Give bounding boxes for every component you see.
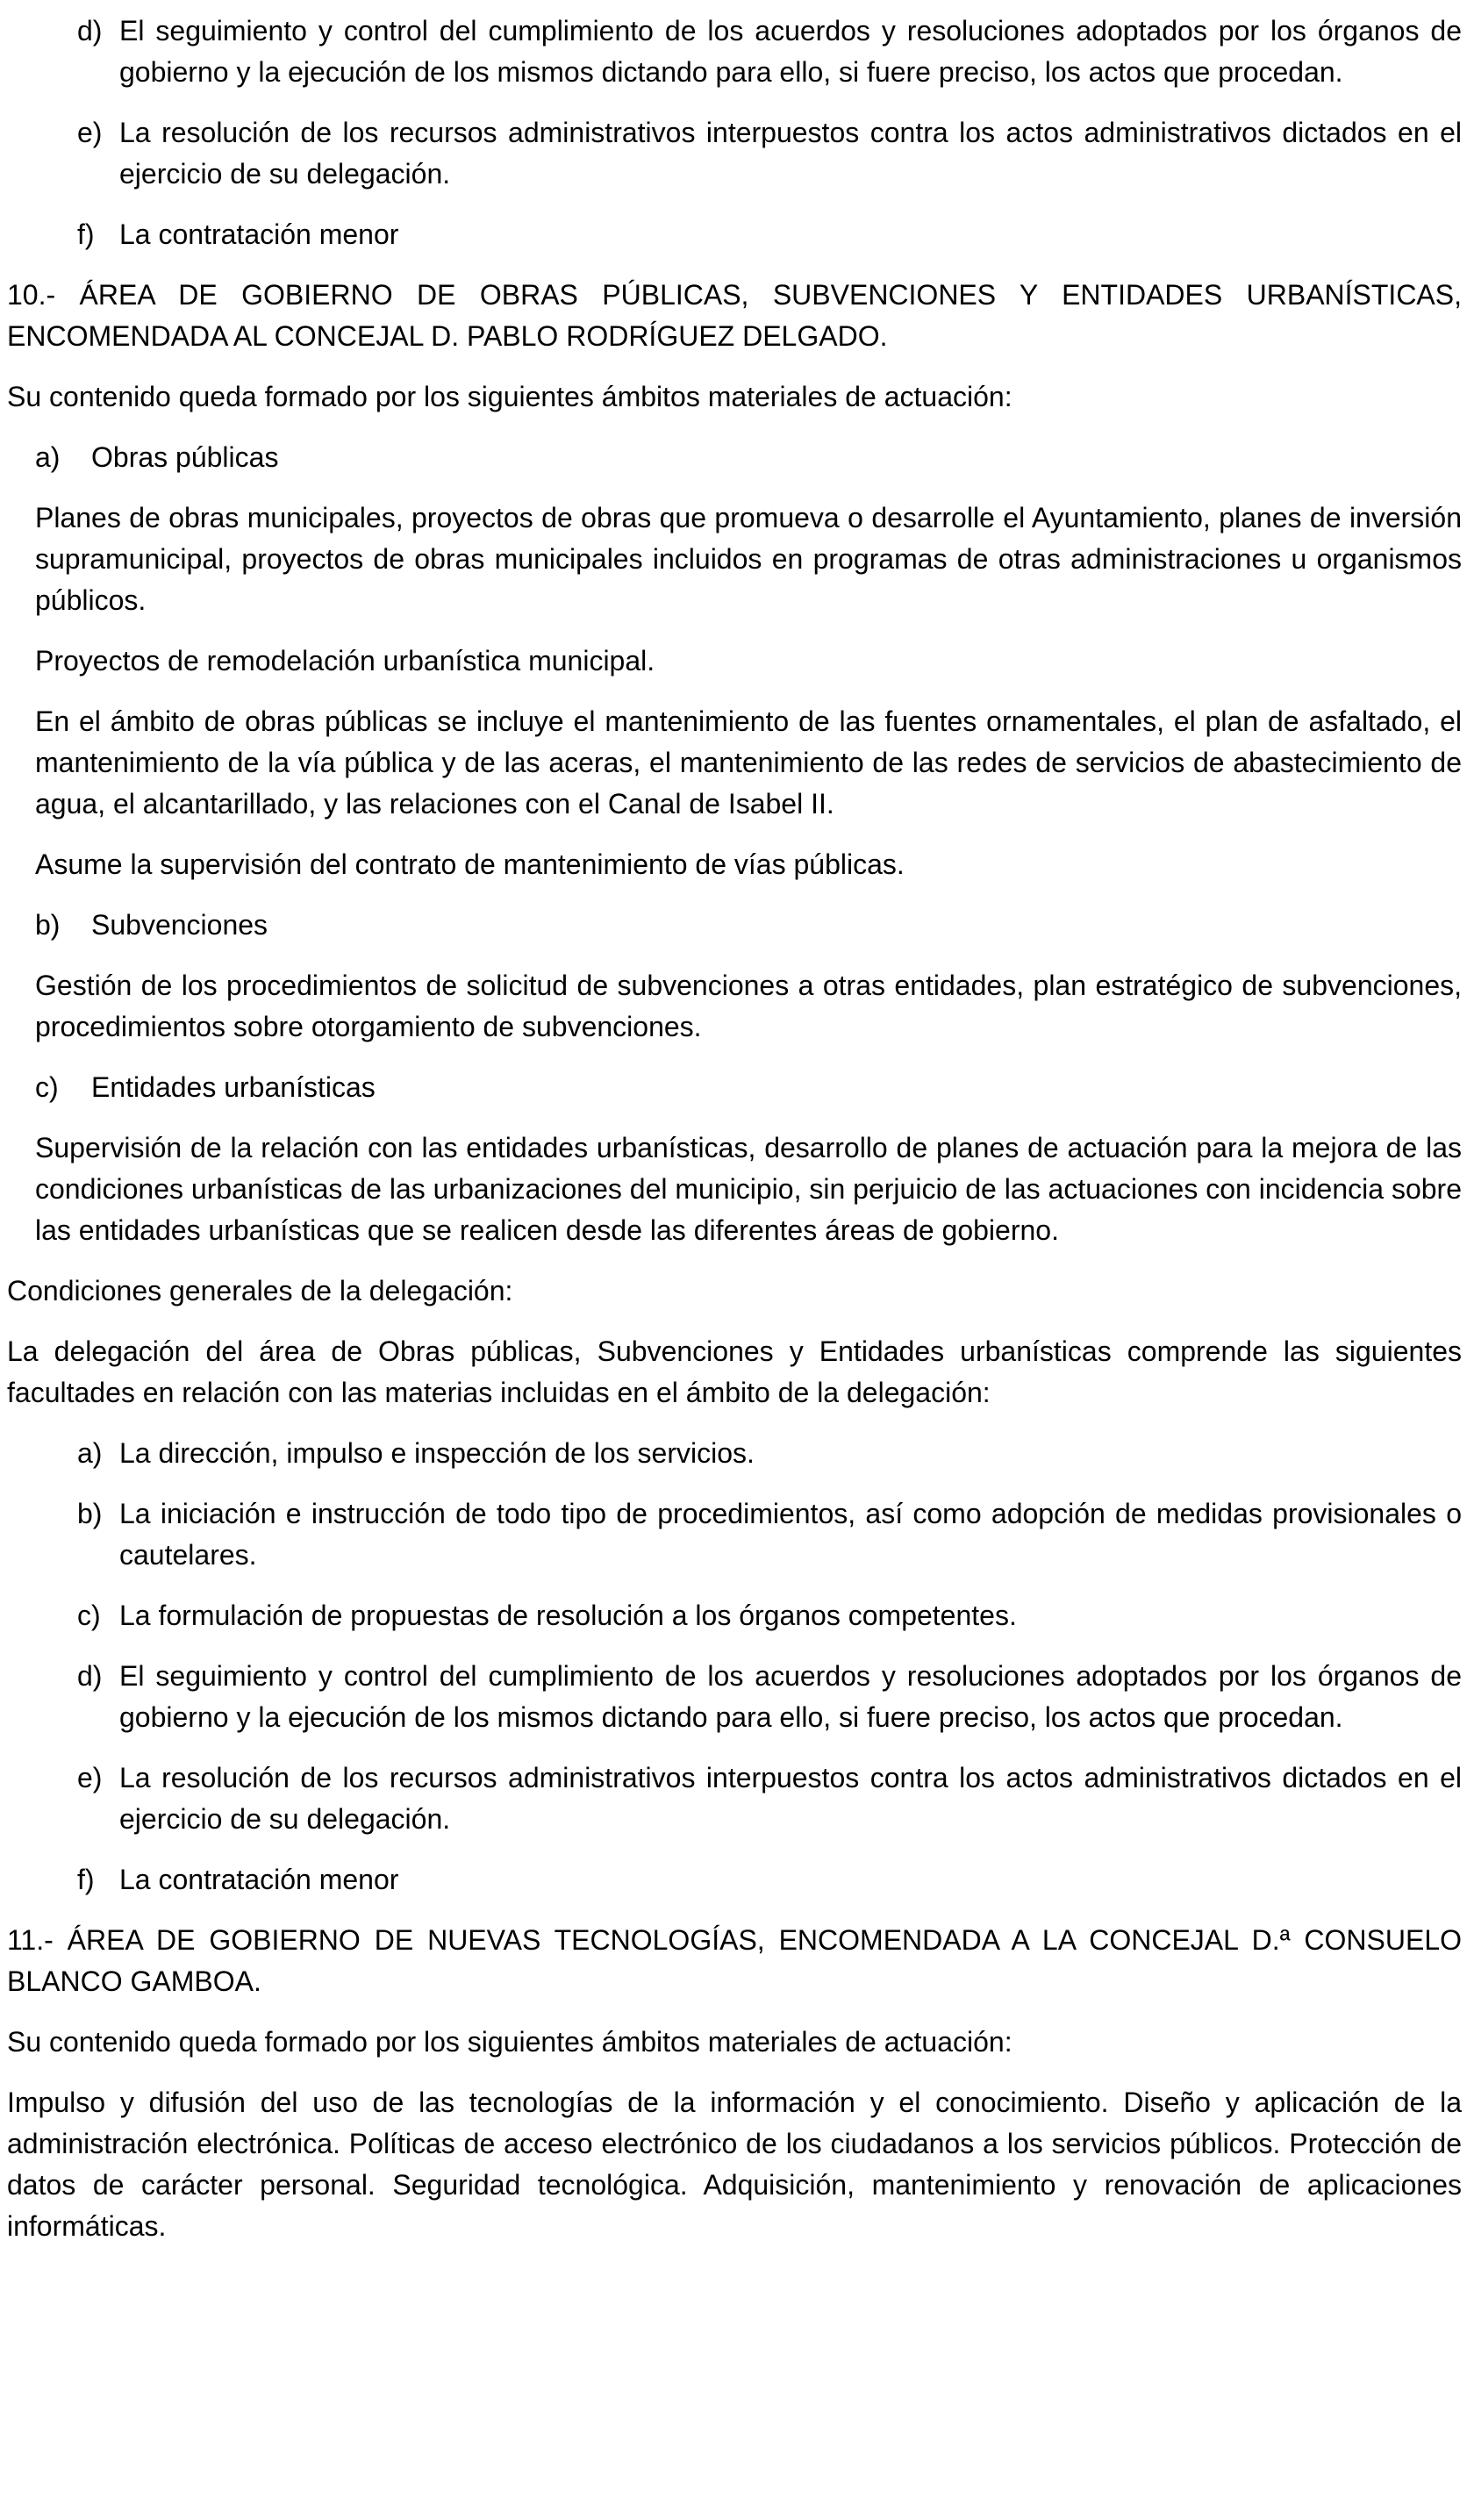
document-paragraph-indented [35,498,1462,621]
paragraph-text: Gestión de los procedimientos de solicitud de subvenciones a otras entidades, plan estratégico de subvenciones, procedimientos sobre otorgamiento de subvenciones. [35,970,1462,1042]
lettered-list-item [7,1859,1462,1901]
paragraph-text: La resolución de los recursos administrativos interpuestos contra los actos administrativos dictados en el ejercicio de su delegación. [119,1762,1462,1835]
list-item-label: e) [77,1762,103,1793]
lettered-list-item [7,905,1462,946]
list-item-label: a) [35,441,61,473]
paragraph-text: Obras públicas [91,441,279,473]
lettered-list-item [7,214,1462,255]
list-item-label: f) [77,218,95,250]
list-item-label: b) [77,1498,103,1529]
document-paragraph-indented [35,844,1462,885]
lettered-list-item [7,1433,1462,1474]
list-item-label: f) [77,1864,95,1895]
paragraph-text: La contratación menor [119,1864,399,1895]
paragraph-text: Entidades urbanísticas [91,1071,376,1103]
paragraph-text: Supervisión de la relación con las entidades urbanísticas, desarrollo de planes de actuación para la mejora de las condiciones urbanísticas de las urbanizaciones del municipio, sin perjuicio de las actuaciones con incidencia sobre las entidades urbanísticas que se realicen desde las diferentes áreas de gobierno. [35,1132,1462,1246]
paragraph-text: La dirección, impulso e inspección de los servicios. [119,1437,755,1469]
paragraph-text: El seguimiento y control del cumplimiento de los acuerdos y resoluciones adoptados por los órganos de gobierno y la ejecución de los mismos dictando para ello, si fuere preciso, los actos que procedan. [119,15,1462,88]
list-item-label: d) [77,1660,103,1692]
lettered-list-item [7,437,1462,478]
paragraph-text: Condiciones generales de la delegación: [7,1275,513,1307]
lettered-list-item [7,1656,1462,1738]
lettered-list-item [7,11,1462,93]
document-paragraph [7,1331,1462,1414]
lettered-list-item [7,112,1462,195]
section-heading [7,1920,1462,2002]
lettered-list-item [7,1067,1462,1108]
lettered-list-item [7,1493,1462,1576]
heading-text: 11.- ÁREA DE GOBIERNO DE NUEVAS TECNOLOGÍAS, ENCOMENDADA A LA CONCEJAL D.ª CONSUELO BLANCO GAMBOA. [7,1924,1462,1997]
paragraph-text: La iniciación e instrucción de todo tipo de procedimientos, así como adopción de medidas provisionales o cautelares. [119,1498,1462,1571]
paragraph-text: Asume la supervisión del contrato de mantenimiento de vías públicas. [35,848,905,880]
list-item-label: a) [77,1437,103,1469]
list-item-label: b) [35,909,61,941]
paragraph-text: Subvenciones [91,909,268,941]
document-paragraph [7,1271,1462,1312]
document-paragraph-indented [35,965,1462,1048]
paragraph-text: Planes de obras municipales, proyectos de obras que promueva o desarrolle el Ayuntamiento, planes de inversión supramunicipal, proyectos de obras municipales incluidos en programas de otras administraciones u organismos públicos. [35,502,1462,616]
paragraph-text: El seguimiento y control del cumplimiento de los acuerdos y resoluciones adoptados por los órganos de gobierno y la ejecución de los mismos dictando para ello, si fuere preciso, los actos que procedan. [119,1660,1462,1733]
paragraph-text: La delegación del área de Obras públicas, Subvenciones y Entidades urbanísticas comprende las siguientes facultades en relación con las materias incluidas en el ámbito de la delegación: [7,1335,1462,1408]
lettered-list-item [7,1758,1462,1840]
paragraph-text: La formulación de propuestas de resolución a los órganos competentes. [119,1600,1017,1631]
heading-text: 10.- ÁREA DE GOBIERNO DE OBRAS PÚBLICAS, SUBVENCIONES Y ENTIDADES URBANÍSTICAS, ENCOMENDADA AL CONCEJAL D. PABLO RODRÍGUEZ DELGADO. [7,279,1462,352]
paragraph-text: En el ámbito de obras públicas se incluye el mantenimiento de las fuentes ornamentales, el plan de asfaltado, el mantenimiento de la vía pública y de las aceras, el mantenimiento de las redes de servicios de abastecimiento de agua, el alcantarillado, y las relaciones con el Canal de Isabel II. [35,705,1462,820]
section-heading [7,275,1462,357]
document-paragraph [7,376,1462,418]
document-paragraph [7,2022,1462,2063]
document-paragraph [7,2082,1462,2247]
paragraph-text: Su contenido queda formado por los siguientes ámbitos materiales de actuación: [7,381,1012,412]
list-item-label: e) [77,117,103,148]
document-paragraph-indented [35,1128,1462,1251]
document-paragraph-indented [35,701,1462,825]
paragraph-text: Su contenido queda formado por los siguientes ámbitos materiales de actuación: [7,2026,1012,2058]
lettered-list-item [7,1595,1462,1636]
list-item-label: c) [77,1600,101,1631]
paragraph-text: Proyectos de remodelación urbanística municipal. [35,645,655,677]
document-paragraph-indented [35,641,1462,682]
paragraph-text: La resolución de los recursos administrativos interpuestos contra los actos administrativos dictados en el ejercicio de su delegación. [119,117,1462,190]
list-item-label: c) [35,1071,59,1103]
list-item-label: d) [77,15,103,47]
paragraph-text: La contratación menor [119,218,399,250]
paragraph-text: Impulso y difusión del uso de las tecnologías de la información y el conocimiento. Diseño y aplicación de la administración electrónica. Políticas de acceso electrónico de los ciudadanos a los servicios públicos. Protección de datos de carácter personal. Seguridad tecnológica. Adquisición, mantenimiento y renovación de aplicaciones informáticas. [7,2087,1462,2242]
